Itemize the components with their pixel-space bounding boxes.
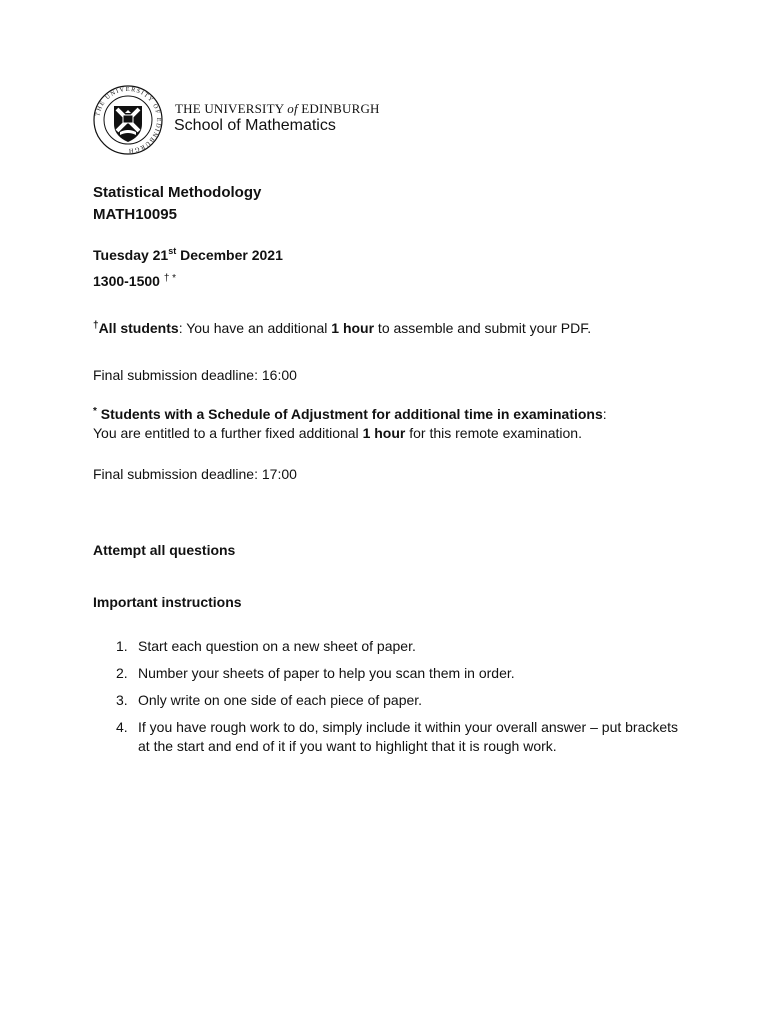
exam-time: 1300-1500 † * (93, 273, 177, 289)
exam-date: Tuesday 21st December 2021 (93, 246, 283, 263)
deadline-adjusted: Final submission deadline: 17:00 (93, 466, 297, 482)
course-code: MATH10095 (93, 206, 177, 223)
list-item: 2. Number your sheets of paper to help you scan them in order. (116, 665, 515, 681)
seal-text: THE UNIVERSITY OF EDINBURGH (94, 85, 163, 155)
school-name: School of Mathematics (174, 117, 336, 134)
university-name: THE UNIVERSITY of EDINBURGH (175, 101, 380, 116)
instructions-list (112, 637, 692, 764)
instructions-heading: Important instructions (93, 594, 242, 610)
course-title: Statistical Methodology (93, 184, 262, 201)
university-header (92, 84, 412, 156)
attempt-all-heading: Attempt all questions (93, 542, 236, 558)
time-footnote-marks: † * (163, 273, 177, 284)
list-item: 3. Only write on one side of each piece of paper. (116, 692, 423, 708)
list-item: 4. If you have rough work to do, simply include it within your overall answer – put brackets at the start and end of it if you want to highlight that it is rough work. (116, 719, 679, 754)
deadline-standard: Final submission deadline: 16:00 (93, 367, 297, 383)
all-students-note: †All students: You have an additional 1 hour to assemble and submit your PDF. (93, 320, 592, 336)
list-item: 1. Start each question on a new sheet of paper. (116, 638, 416, 654)
university-crest-logo (92, 84, 164, 156)
adjustment-note-heading: * Students with a Schedule of Adjustment for additional time in examinations: (93, 406, 607, 422)
adjustment-note-body: You are entitled to a further fixed additional 1 hour for this remote examination. (93, 425, 582, 441)
